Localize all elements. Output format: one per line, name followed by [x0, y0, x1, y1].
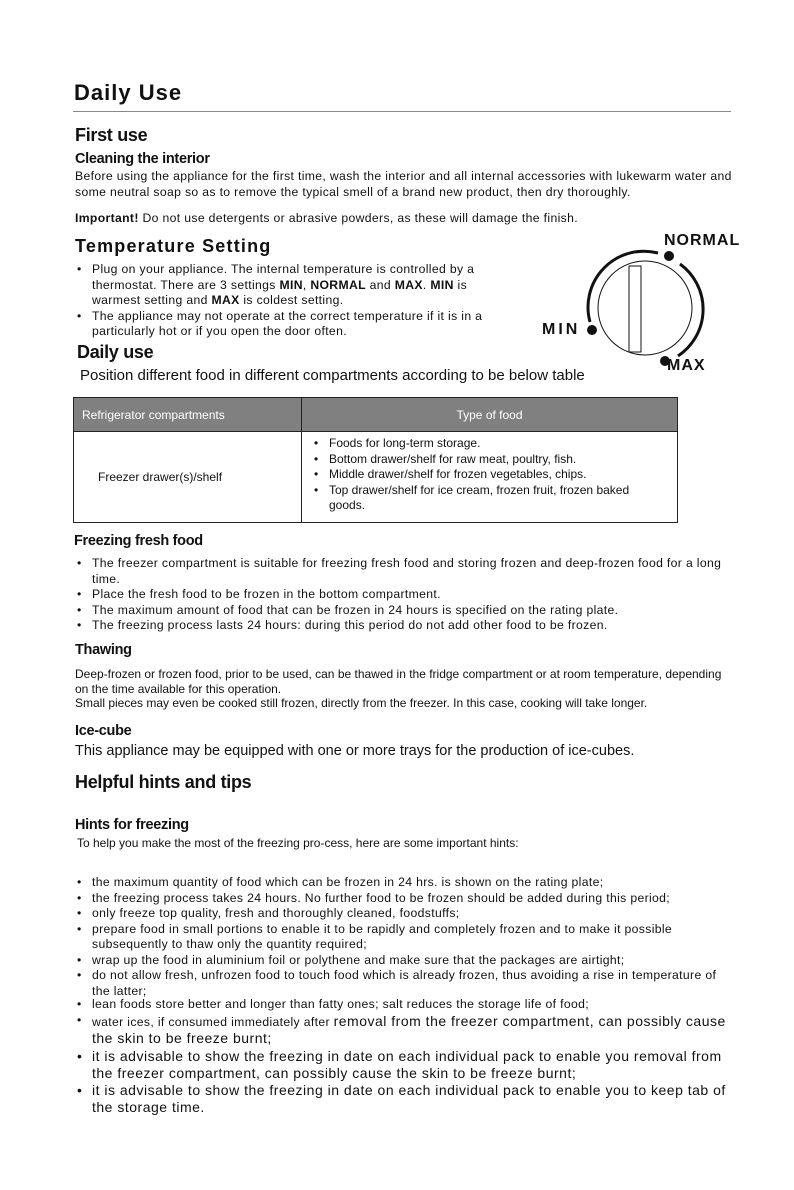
freezing-heading: Freezing fresh food — [74, 533, 203, 549]
hint-bullet: • only freeze top quality, fresh and thoroughly cleaned, foodstuffs; — [75, 906, 735, 922]
page-title: Daily Use — [74, 80, 183, 105]
dial-max-label: MAX — [667, 357, 706, 374]
dial-min-label: MIN — [542, 321, 581, 338]
hint-bullet: • the freezing process takes 24 hours. No further food to be frozen should be added during this period; — [75, 891, 735, 907]
hint-bullet: • wrap up the food in aluminium foil or polythene and make sure that the packages are airtight; — [75, 953, 735, 969]
hints-bullets-b — [75, 997, 735, 1116]
food-item: • Middle drawer/shelf for frozen vegetables, chips. — [312, 467, 647, 483]
hints-intro: To help you make the most of the freezing pro-cess, here are some important hints: — [77, 836, 519, 850]
cleaning-heading: Cleaning the interior — [75, 151, 210, 167]
hints-bullets-a — [75, 875, 735, 999]
thawing-line: Small pieces may even be cooked still frozen, directly from the freezer. In this case, cooking will take longer. — [75, 696, 648, 710]
hint-bullet: • water ices, if consumed immediately after removal from the freezer compartment, can possibly cause the skin to be freeze burnt; — [75, 1013, 735, 1048]
dial-normal-label: NORMAL — [664, 232, 741, 249]
ice-cube-text: This appliance may be equipped with one or more trays for the production of ice-cubes. — [75, 743, 635, 759]
thawing-paragraph — [75, 667, 735, 711]
temperature-bullet: • Plug on your appliance. The internal temperature is controlled by a thermostat. There are 3 settings MIN, NORMAL and MAX. MIN is warmest setting and MAX is coldest setting. — [75, 262, 515, 309]
temperature-bullets — [75, 262, 515, 340]
important-label: Important! — [75, 211, 139, 225]
important-note — [75, 211, 740, 227]
thawing-line: Deep-frozen or frozen food, prior to be used, can be thawed in the fridge compartment or at room temperature, depending on the time available for this operation. — [75, 667, 722, 696]
daily-use-heading: Daily use — [77, 342, 154, 362]
thermostat-dial-icon — [530, 232, 750, 382]
hint-bullet: • prepare food in small portions to enable it to be rapidly and completely frozen and to make it possible subsequently to thaw only the quantity required; — [75, 922, 735, 953]
important-text: Do not use detergents or abrasive powders, as these will damage the finish. — [138, 211, 578, 225]
hint-bullet: • it is advisable to show the freezing in date on each individual pack to enable you to keep tab of the storage time. — [75, 1082, 735, 1116]
thermostat-dial — [530, 232, 750, 382]
freezing-bullet: • The freezer compartment is suitable for freezing fresh food and storing frozen and deep-frozen food for a long time. — [75, 556, 735, 587]
food-item: • Foods for long-term storage. — [312, 436, 647, 452]
daily-use-intro: Position different food in different compartments according to be below table — [80, 367, 585, 384]
freezing-bullet: • The maximum amount of food that can be frozen in 24 hours is specified on the rating plate. — [75, 603, 735, 619]
table-header: Refrigerator compartments — [74, 398, 302, 432]
table-row — [74, 432, 678, 523]
table-header-row — [74, 398, 678, 432]
thawing-heading: Thawing — [75, 642, 132, 658]
food-item: • Bottom drawer/shelf for raw meat, poultry, fish. — [312, 452, 647, 468]
cleaning-paragraph: Before using the appliance for the first time, wash the interior and all internal accessories with lukewarm water and some neutral soap so as to remove the typical smell of a brand new product, then dry thoroughly. — [75, 169, 732, 199]
table-cell-compartment: Freezer drawer(s)/shelf — [74, 432, 302, 523]
freezing-bullet: • The freezing process lasts 24 hours: during this period do not add other food to be frozen. — [75, 618, 735, 634]
hints-freezing-heading: Hints for freezing — [75, 817, 189, 833]
temperature-bullet: • The appliance may not operate at the correct temperature if it is in a particularly hot or if you open the door often. — [75, 309, 515, 340]
food-item: • Top drawer/shelf for ice cream, frozen fruit, frozen baked goods. — [312, 483, 647, 514]
temperature-heading: Temperature Setting — [75, 236, 272, 256]
hint-bullet: • do not allow fresh, unfrozen food to touch food which is already frozen, thus avoiding a rise in temperature of the latter; — [75, 968, 735, 999]
freezing-bullets — [75, 556, 735, 634]
hints-heading: Helpful hints and tips — [75, 772, 252, 792]
table-cell-foods — [302, 432, 678, 523]
title-divider — [73, 111, 731, 112]
hint-bullet: • it is advisable to show the freezing in date on each individual pack to enable you removal from the freezer compartment, can possibly cause the skin to be freeze burnt; — [75, 1048, 735, 1082]
first-use-heading: First use — [75, 125, 148, 145]
table-header: Type of food — [302, 398, 678, 432]
ice-cube-heading: Ice-cube — [75, 723, 132, 739]
freezing-bullet: • Place the fresh food to be frozen in the bottom compartment. — [75, 587, 735, 603]
hint-bullet: • lean foods store better and longer than fatty ones; salt reduces the storage life of food; — [75, 997, 735, 1013]
compartments-table — [73, 397, 678, 523]
hint-bullet: • the maximum quantity of food which can be frozen in 24 hrs. is shown on the rating plate; — [75, 875, 735, 891]
